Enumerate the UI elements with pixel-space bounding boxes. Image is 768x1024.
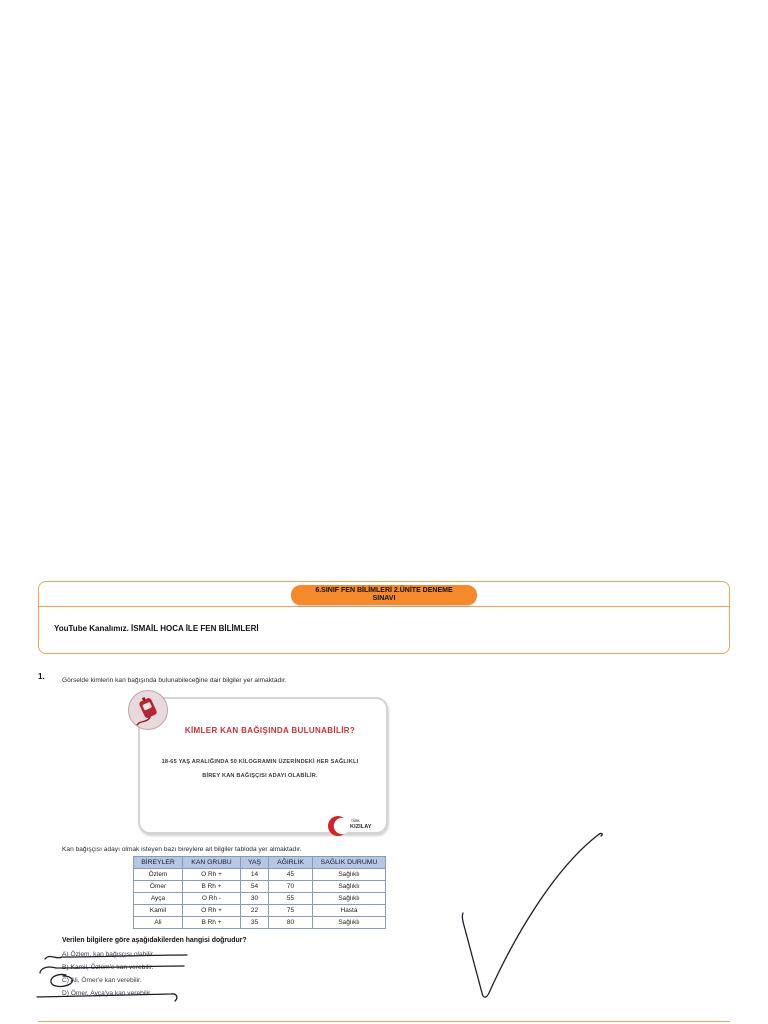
header-divider: [39, 606, 729, 607]
logo-label: KIZILAY: [350, 824, 372, 830]
option-letter: A): [62, 951, 69, 958]
table-row: [134, 905, 386, 917]
table-cell: 14: [241, 869, 269, 881]
answer-option-b: [62, 964, 153, 971]
checkmark-icon: [462, 833, 602, 997]
option-text: Ömer, Ayça'ya kan verebilir.: [70, 990, 152, 997]
channel-credit: YouTube Kanalımız. İSMAİL HOCA İLE FEN BİLİMLERİ: [54, 624, 259, 633]
option-text: Kamil, Özlem'e kan verebilir.: [70, 964, 154, 971]
table-cell: 80: [269, 917, 313, 929]
donor-table: [133, 856, 386, 929]
table-cell: Hasta: [313, 905, 386, 917]
table-cell: Ali: [134, 917, 183, 929]
exam-title-line: SINAVI: [372, 595, 396, 602]
table-cell: Sağlıklı: [313, 881, 386, 893]
table-cell: O Rh +: [183, 869, 241, 881]
option-letter: C): [62, 977, 69, 984]
table-cell: 54: [241, 881, 269, 893]
table-cell: Özlem: [134, 869, 183, 881]
question-prompt: Verilen bilgilere göre aşağıdakilerden hangisi doğrudur?: [62, 937, 247, 944]
option-letter: D): [62, 990, 69, 997]
table-cell: O Rh +: [183, 905, 241, 917]
blood-bag-icon: [129, 691, 167, 729]
exam-title-line: 6.SINIF FEN BİLİMLERİ 2.ÜNİTE DENEME: [315, 587, 453, 594]
logo-label-top: TÜRK: [351, 819, 360, 823]
poster-body-line: BİREY KAN BAĞIŞÇISI ADAYI OLABİLİR.: [202, 773, 318, 779]
answer-option-c: [62, 977, 142, 984]
table-cell: 22: [241, 905, 269, 917]
poster-title: KİMLER KAN BAĞIŞINDA BULUNABİLİR?: [184, 726, 356, 735]
table-cell: Sağlıklı: [313, 869, 386, 881]
table-header-cell: KAN GRUBU: [183, 857, 241, 869]
exam-title-badge: [291, 585, 477, 605]
table-cell: 45: [269, 869, 313, 881]
table-row: [134, 893, 386, 905]
option-letter: B): [62, 964, 69, 971]
answer-option-a: [62, 951, 154, 958]
option-text: Özlem, kan bağışçısı olabilir.: [70, 951, 155, 958]
answer-option-d: [62, 990, 152, 997]
table-cell: B Rh +: [183, 881, 241, 893]
table-cell: Ayça: [134, 893, 183, 905]
table-cell: 70: [269, 881, 313, 893]
table-cell: 35: [241, 917, 269, 929]
table-cell: 55: [269, 893, 313, 905]
table-cell: Sağlıklı: [313, 917, 386, 929]
poster-body-line: 18-65 YAŞ ARALIĞINDA 50 KİLOGRAMIN ÜZERİNDEKİ HER SAĞLIKLI: [161, 759, 359, 765]
table-cell: 75: [269, 905, 313, 917]
table-row: [134, 881, 386, 893]
table-cell: Kamil: [134, 905, 183, 917]
table-cell: B Rh +: [183, 917, 241, 929]
table-cell: Sağlıklı: [313, 893, 386, 905]
table-cell: Ömer: [134, 881, 183, 893]
footer-divider: [38, 1021, 730, 1022]
table-header-row: [134, 857, 386, 869]
crescent-icon: [327, 815, 349, 837]
table-row: [134, 917, 386, 929]
table-header-cell: SAĞLIK DURUMU: [313, 857, 386, 869]
table-header-cell: AĞIRLIK: [269, 857, 313, 869]
table-row: [134, 869, 386, 881]
exam-header: [38, 581, 730, 654]
table-header-cell: YAŞ: [241, 857, 269, 869]
table-cell: 30: [241, 893, 269, 905]
table-intro: Kan bağışçısı adayı olmak isteyen bazı bireylere ait bilgiler tabloda yer almaktadır.: [62, 846, 302, 853]
table-header-cell: BİREYLER: [134, 857, 183, 869]
question-intro: Görselde kimlerin kan bağışında bulunabileceğine dair bilgiler yer almaktadır.: [62, 677, 287, 684]
poster-body: [140, 755, 380, 783]
question-number: 1.: [38, 672, 45, 681]
poster-badge: [128, 690, 168, 730]
table-cell: O Rh -: [183, 893, 241, 905]
option-text: Ali, Ömer'e kan verebilir.: [70, 977, 142, 984]
